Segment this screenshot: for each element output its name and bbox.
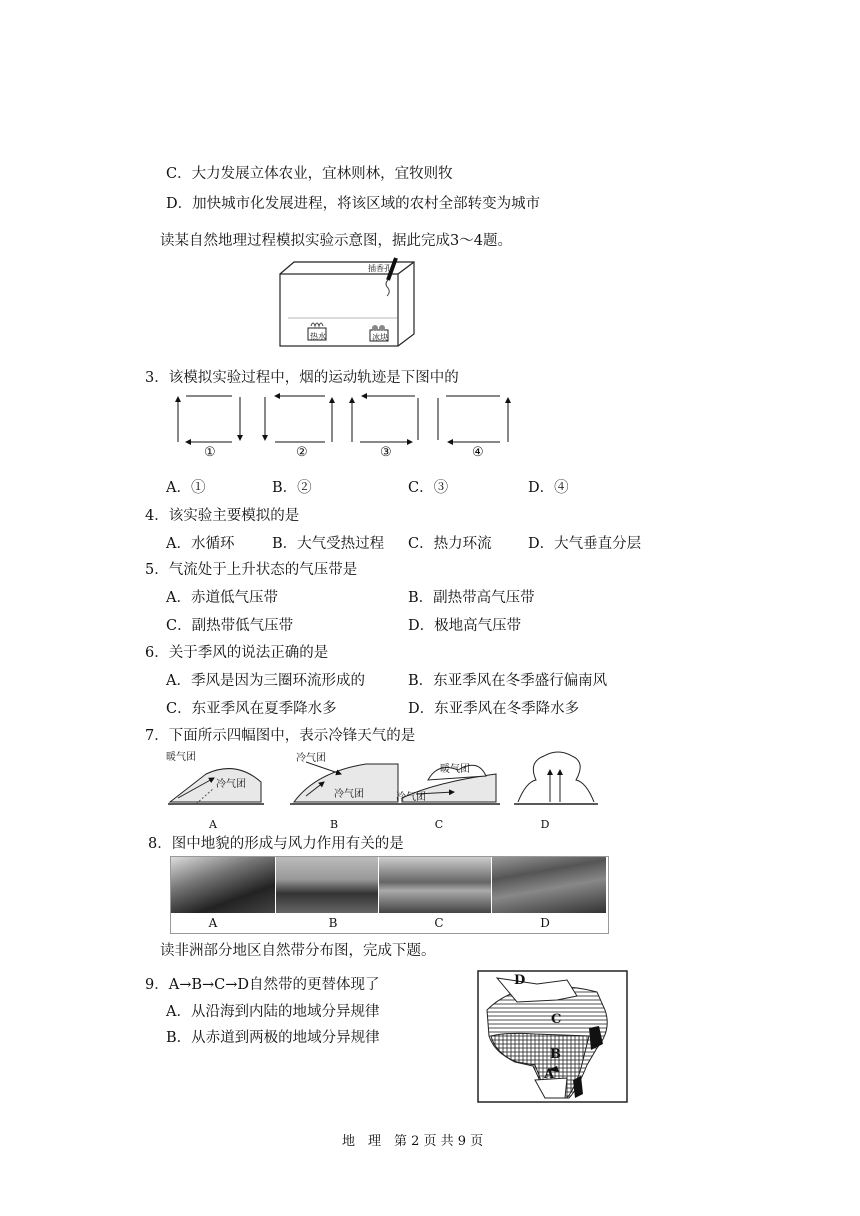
experiment-figure [278, 258, 430, 350]
photo-label-a: A [208, 916, 218, 930]
hot-water-label: 热水 [310, 332, 326, 341]
q3-stem: 3．该模拟实验过程中，烟的运动轨迹是下图中的 [145, 370, 459, 386]
diagram-label-2: ② [296, 445, 308, 460]
q9-option-b: B．从赤道到两极的地域分异规律 [166, 1030, 380, 1046]
incense-hole-label: 插香孔 [368, 264, 392, 273]
q2-option-c: C．大力发展立体农业，宜林则林，宜牧则牧 [166, 166, 453, 182]
warm-air-label-a: 暖气团 [166, 752, 196, 763]
q4-option-c: C．热力环流 [408, 536, 492, 552]
front-diagram-d [514, 752, 598, 804]
q9-stem: 9．A→B→C→D自然带的更替体现了 [145, 977, 380, 993]
q2-option-d: D．加快城市化发展进程，将该区域的农村全部转变为城市 [166, 196, 541, 212]
q6-option-b: B．东亚季风在冬季盛行偏南风 [408, 673, 608, 689]
front-label-a: A [209, 818, 217, 831]
diagram-label-3: ③ [380, 445, 392, 460]
front-label-d: D [540, 818, 550, 831]
q6-stem: 6．关于季风的说法正确的是 [145, 645, 329, 661]
circulation-diagrams [170, 392, 520, 444]
q5-option-c: C．副热带低气压带 [166, 618, 294, 634]
cold-air-label-b2: 冷气团 [334, 789, 364, 800]
front-label-b: B [329, 818, 339, 831]
q3-option-a: A．① [166, 480, 206, 496]
landform-photo-d [492, 857, 606, 913]
intro-3-4: 读某自然地理过程模拟实验示意图，据此完成3～4题。 [160, 233, 512, 249]
q5-option-d: D．极地高气压带 [408, 618, 522, 634]
diagram-2 [265, 396, 332, 442]
warm-air-label-c: 暖气团 [440, 764, 470, 775]
q5-option-b: B．副热带高气压带 [408, 590, 535, 606]
q6-option-d: D．东亚季风在冬季降水多 [408, 701, 580, 717]
photo-label-d: D [540, 916, 550, 930]
q6-option-a: A．季风是因为三圈环流形成的 [166, 673, 365, 689]
map-label-c: C [551, 1012, 562, 1027]
diagram-label-4: ④ [472, 445, 484, 460]
diagram-label-1: ① [204, 445, 216, 460]
q7-stem: 7．下面所示四幅图中，表示冷锋天气的是 [145, 728, 416, 744]
diagram-3 [352, 396, 418, 442]
q4-option-d: D．大气垂直分层 [528, 536, 642, 552]
ice-label: 冰块 [372, 333, 388, 342]
landform-photo-b [276, 857, 378, 913]
intro-9: 读非洲部分地区自然带分布图，完成下题。 [160, 943, 436, 959]
diagram-4 [438, 396, 508, 442]
q3-option-d: D．④ [528, 480, 569, 496]
cold-air-label-a: 冷气团 [216, 779, 246, 790]
photo-label-c: C [434, 916, 444, 930]
photo-label-b: B [328, 916, 338, 930]
q4-option-b: B．大气受热过程 [272, 536, 385, 552]
map-label-b: B [550, 1047, 561, 1062]
landform-photo-a [171, 857, 275, 913]
q6-option-c: C．东亚季风在夏季降水多 [166, 701, 337, 717]
landform-photo-c [379, 857, 491, 913]
q4-option-a: A．水循环 [166, 536, 235, 552]
q5-option-a: A．赤道低气压带 [166, 590, 278, 606]
diagram-1 [178, 396, 240, 442]
cold-air-label-c: 冷气团 [396, 792, 426, 803]
map-label-d: D [514, 973, 526, 988]
q3-option-c: C．③ [408, 480, 449, 496]
map-label-a: A [544, 1067, 555, 1082]
q3-option-b: B．② [272, 480, 312, 496]
page-footer: 地 理 第 2 页 共 9 页 [342, 1134, 484, 1149]
q4-stem: 4．该实验主要模拟的是 [145, 508, 300, 524]
cold-air-label-b: 冷气团 [296, 753, 326, 764]
q8-stem: 8．图中地貌的形成与风力作用有关的是 [148, 836, 404, 852]
q5-stem: 5．气流处于上升状态的气压带是 [145, 562, 358, 578]
q9-option-a: A．从沿海到内陆的地域分异规律 [166, 1004, 380, 1020]
front-label-c: C [434, 818, 444, 831]
